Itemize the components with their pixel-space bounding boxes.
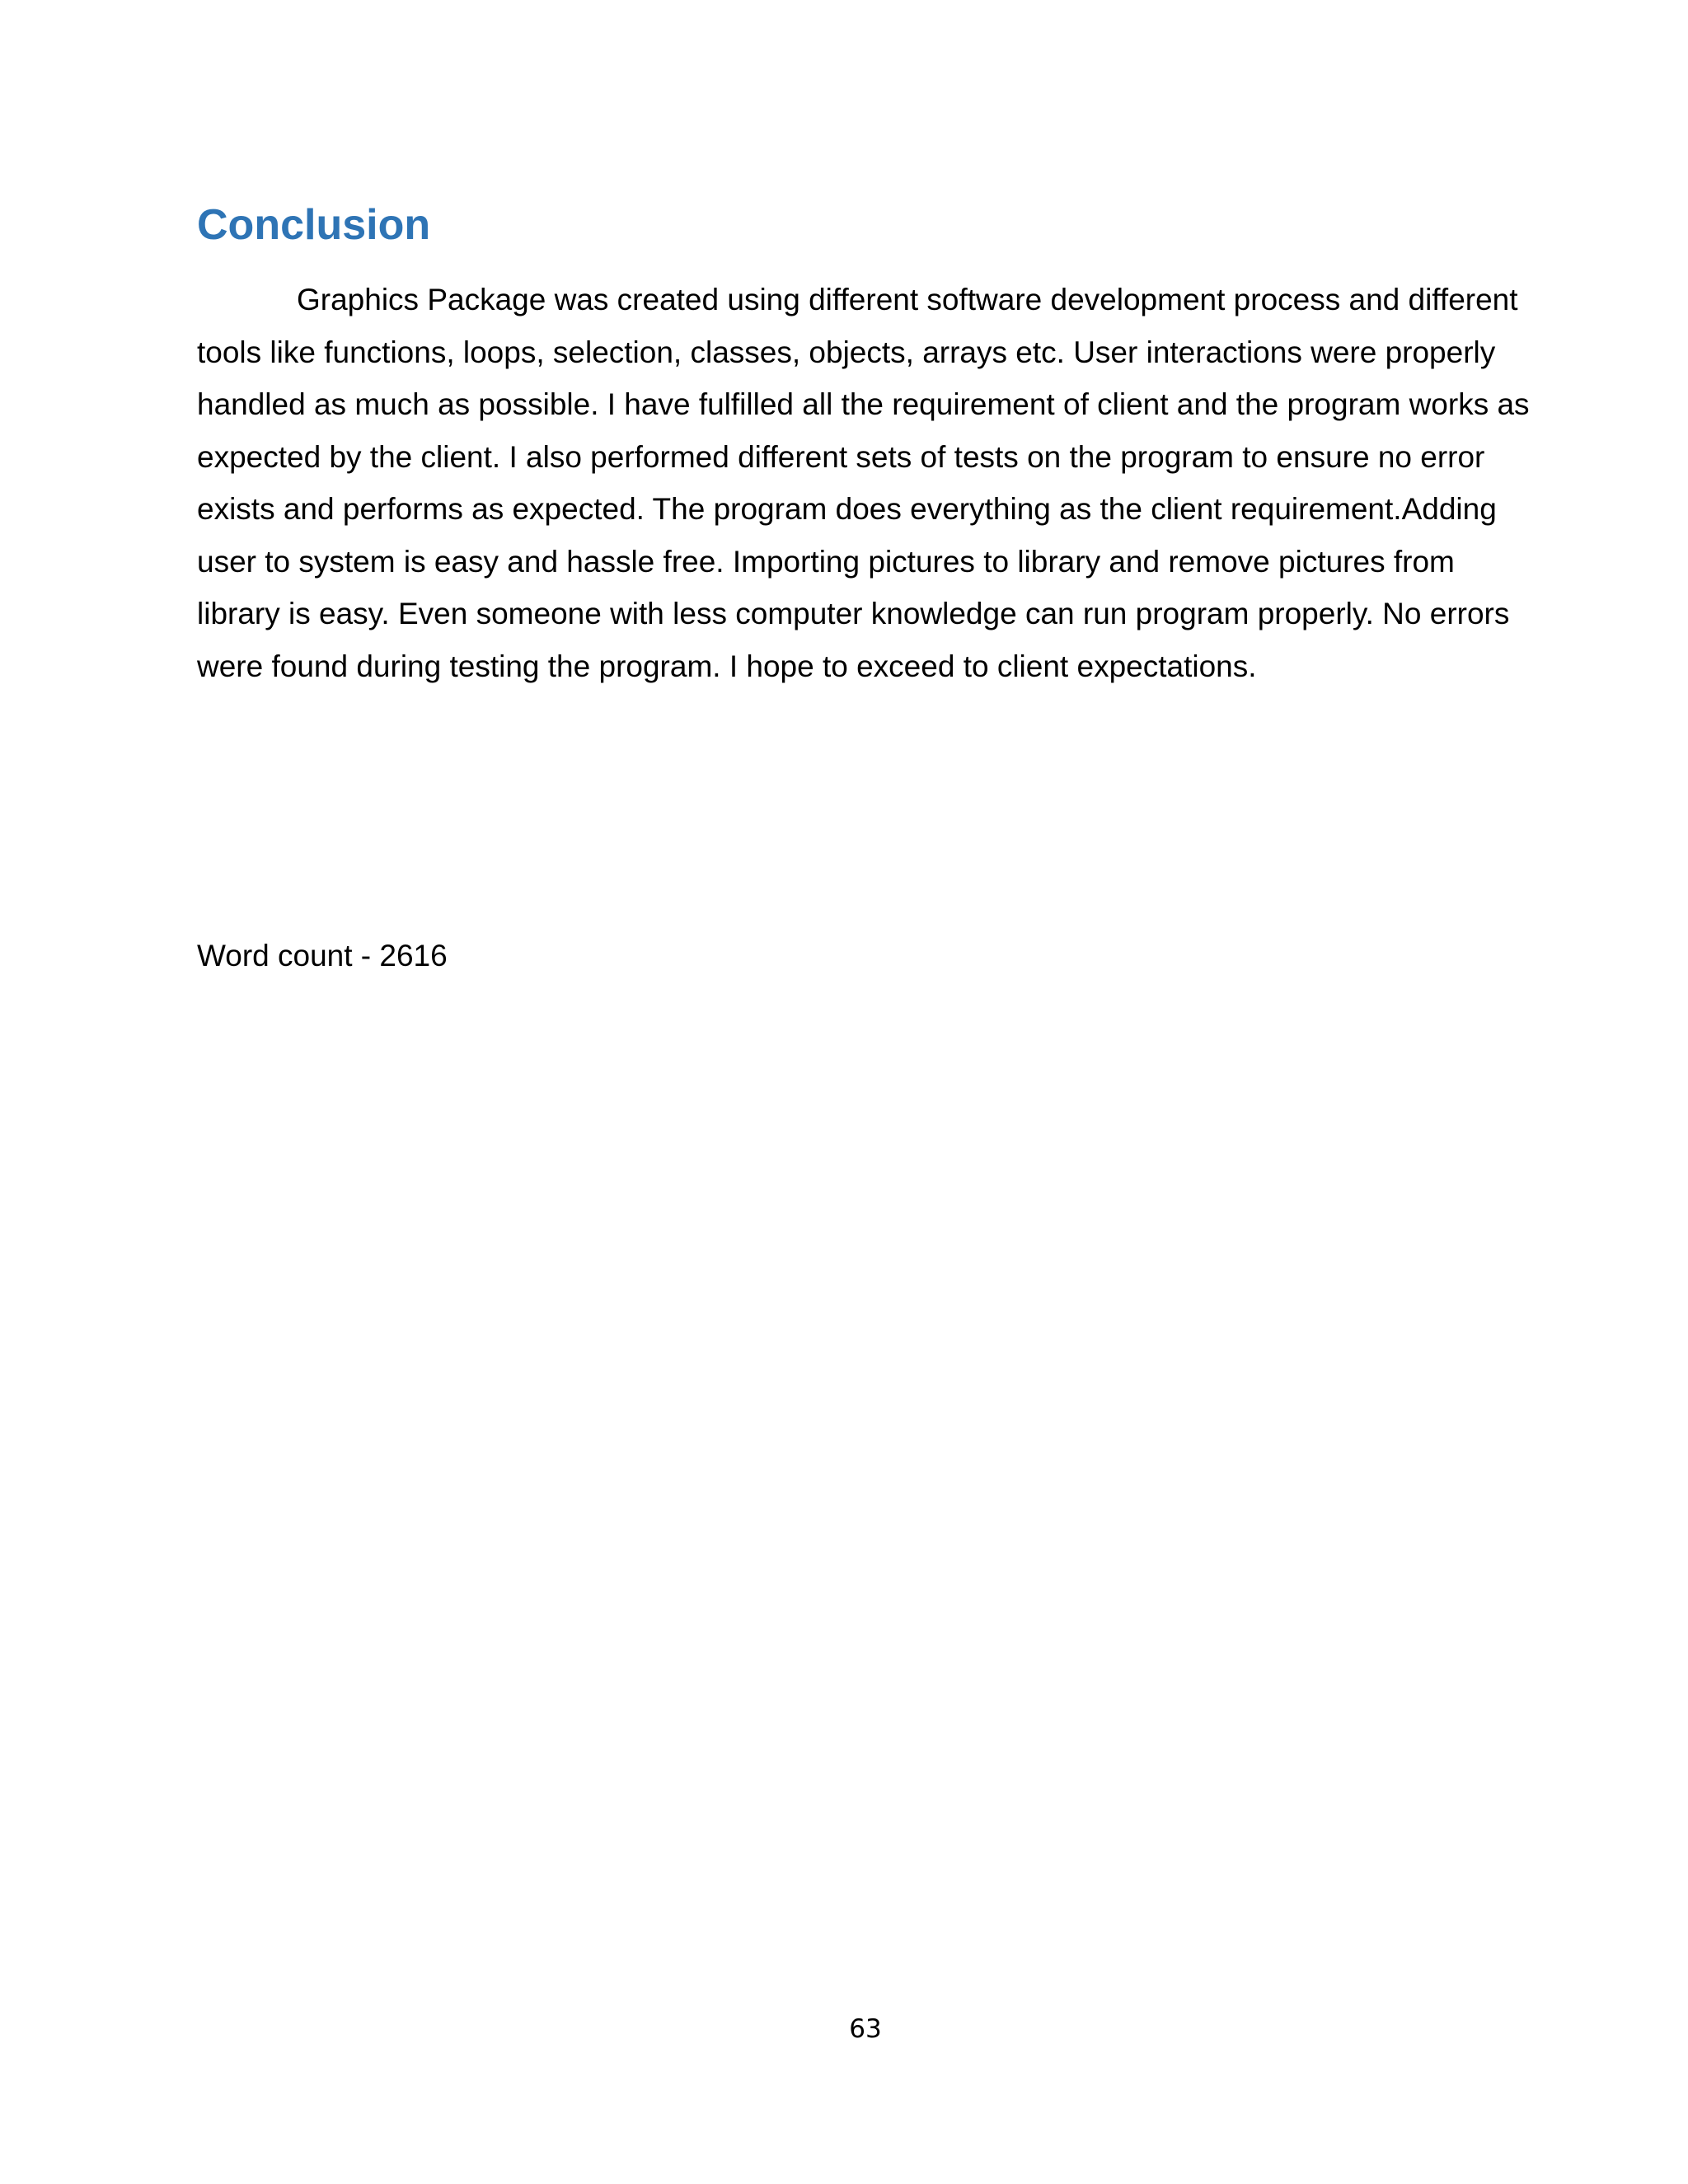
- paragraph-line: handled as much as possible. I have fulfilled all the requirement of client and the program works as: [197, 387, 1530, 421]
- conclusion-paragraph: [197, 274, 1532, 692]
- paragraph-line: exists and performs as expected. The program does everything as the client requirement.Adding: [197, 492, 1497, 526]
- paragraph-line: Graphics Package was created using different software development process and different: [297, 283, 1518, 316]
- paragraph-line: library is easy. Even someone with less computer knowledge can run program properly. No errors: [197, 597, 1510, 630]
- word-count: Word count - 2616: [197, 939, 448, 972]
- paragraph-line: expected by the client. I also performed different sets of tests on the program to ensure no error: [197, 439, 1485, 474]
- paragraph-line: tools like functions, loops, selection, classes, objects, arrays etc. User interactions were properly: [197, 335, 1496, 369]
- page-number: 63: [849, 2014, 882, 2044]
- paragraph-line: user to system is easy and hassle free. Importing pictures to library and remove pictures from: [197, 544, 1455, 579]
- paragraph-line: were found during testing the program. I hope to exceed to client expectations.: [197, 649, 1257, 683]
- section-heading: Conclusion: [197, 201, 431, 249]
